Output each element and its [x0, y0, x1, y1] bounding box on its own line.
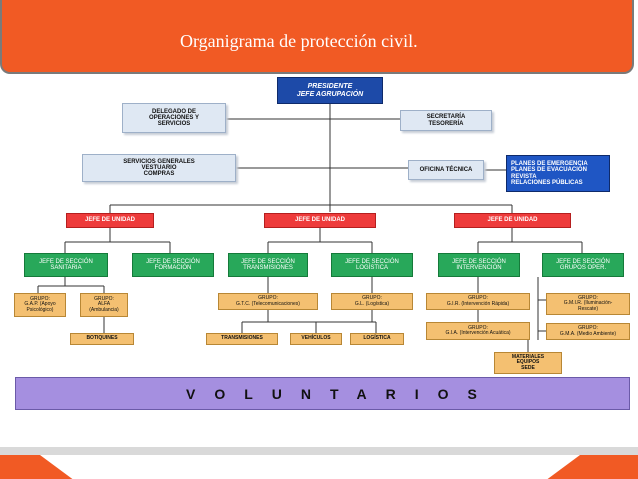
group-gia-box: GRUPO: G.I.A. (Intervención Acuática)	[426, 322, 530, 340]
resource-materiales-box: MATERIALES EQUIPOS SEDE	[494, 352, 562, 374]
footer-gray-band	[0, 447, 638, 455]
unit-head-box: JEFE DE UNIDAD	[66, 213, 154, 228]
section-transmisiones-box: JEFE DE SECCIÓN TRANSMISIONES	[228, 253, 308, 277]
section-grupos-oper-box: JEFE DE SECCIÓN GRUPOS OPER.	[542, 253, 624, 277]
resource-transmisiones-box: TRANSMISIONES	[206, 333, 278, 345]
general-services-box: SERVICIOS GENERALES VESTUARIO COMPRAS	[82, 154, 236, 182]
resource-logistica-box: LOGÍSTICA	[350, 333, 404, 345]
group-alfa-box: GRUPO: ALFA (Ambulancia)	[80, 293, 128, 317]
group-gap-box: GRUPO: G.A.P. (Apoyo Psicológico)	[14, 293, 66, 317]
unit-head-box: JEFE DE UNIDAD	[264, 213, 376, 228]
secretary-box: SECRETARÍA TESORERÍA	[400, 110, 492, 131]
volunteers-label: VOLUNTARIOS	[186, 385, 496, 402]
group-gl-box: GRUPO: G.L. (Logística)	[331, 293, 413, 310]
technical-office-box: OFICINA TÉCNICA	[408, 160, 484, 180]
section-sanitaria-box: JEFE DE SECCIÓN SANITARIA	[24, 253, 108, 277]
group-gmir-box: GRUPO: G.M.I.R. (Iluminación- Rescate)	[546, 293, 630, 315]
footer-white-shape	[40, 455, 580, 479]
section-formacion-box: JEFE DE SECCIÓN FORMACIÓN	[132, 253, 214, 277]
unit-head-box: JEFE DE UNIDAD	[454, 213, 571, 228]
group-gir-box: GRUPO: G.I.R. (Intervención Rápida)	[426, 293, 530, 310]
volunteers-bar	[15, 377, 630, 410]
president-box: PRESIDENTE JEFE AGRUPACIÓN	[277, 77, 383, 104]
group-gma-box: GRUPO: G.M.A. (Medio Ambiente)	[546, 323, 630, 340]
section-logistica-box: JEFE DE SECCIÓN LOGÍSTICA	[331, 253, 413, 277]
section-intervencion-box: JEFE DE SECCIÓN INTERVENCIÓN	[438, 253, 520, 277]
group-gtc-box: GRUPO: G.T.C. (Telecomunicaciones)	[218, 293, 318, 310]
slide-title: Organigrama de protección civil.	[180, 31, 418, 51]
resource-botiquines-box: BOTIQUINES	[70, 333, 134, 345]
resource-vehiculos-box: VEHÍCULOS	[290, 333, 342, 345]
plans-box: PLANES DE EMERGENCIA PLANES DE EVACUACIÓN REVISTA RELACIONES PÚBLICAS	[506, 155, 610, 192]
delegate-box: DELEGADO DE OPERACIONES Y SERVICIOS	[122, 103, 226, 133]
